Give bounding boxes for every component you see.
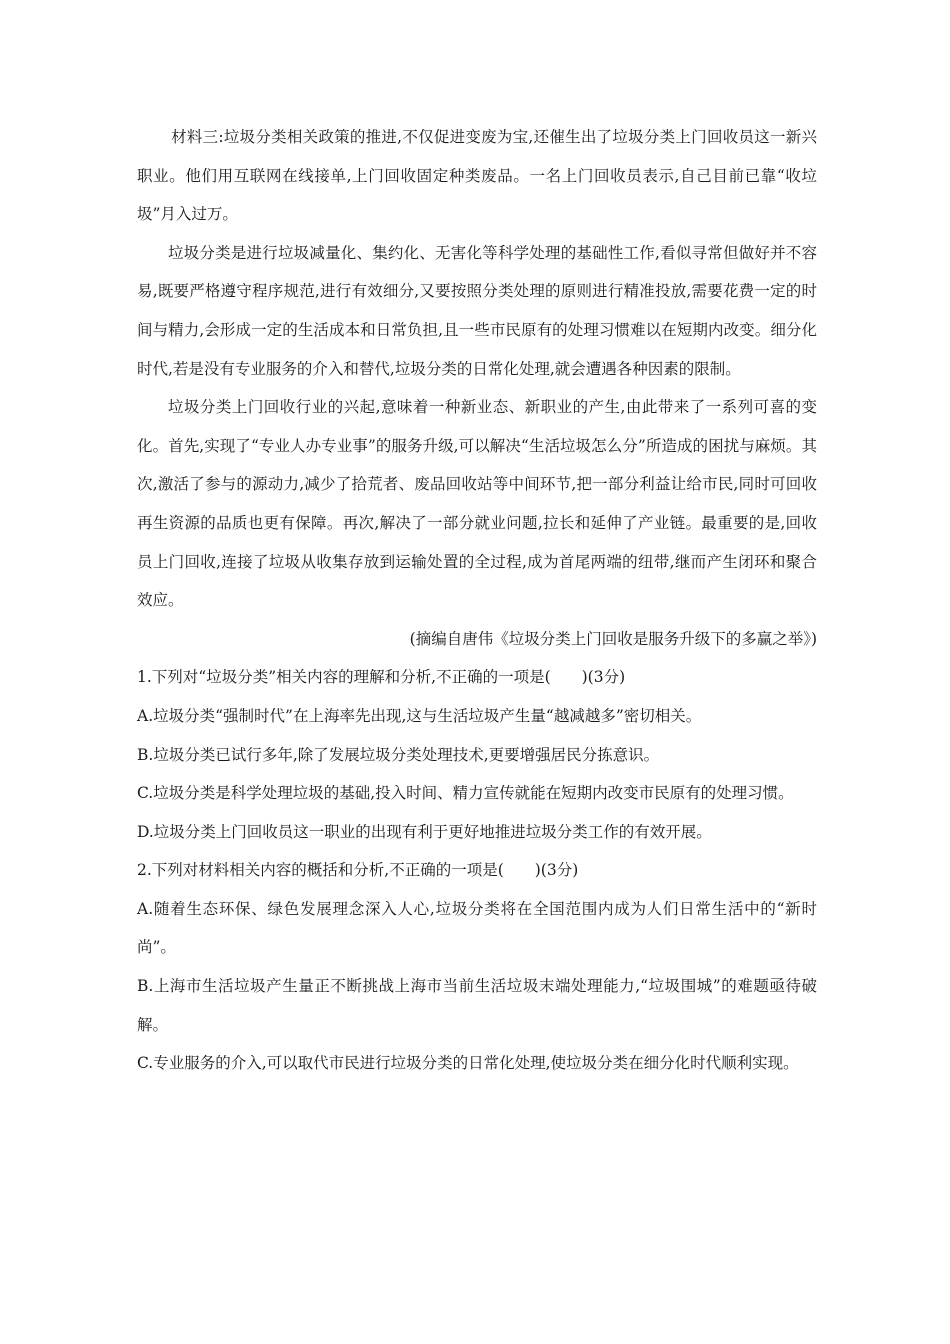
option-a: A.随着生态环保、绿色发展理念深入人心,垃圾分类将在全国范围内成为人们日常生活中的“新时尚”。: [137, 899, 817, 957]
question-stem: 1.下列对“垃圾分类”相关内容的理解和分析,不正确的一项是( )(3分): [137, 668, 626, 687]
option-b: B.垃圾分类已试行多年,除了发展垃圾分类处理技术,更要增强居民分拣意识。: [137, 745, 660, 764]
option-b: B.上海市生活垃圾产生量正不断挑战上海市当前生活垃圾末端处理能力,“垃圾围城”的难题亟待破解。: [137, 977, 817, 1034]
option-a: A.垃圾分类“强制时代”在上海率先出现,这与生活垃圾产生量“越减越多”密切相关。: [137, 706, 702, 725]
question-1: [137, 658, 817, 851]
source-citation: (摘编自唐伟《垃圾分类上门回收是服务升级下的多赢之举》): [409, 629, 817, 648]
option-c: C.垃圾分类是科学处理垃圾的基础,投入时间、精力宣传就能在短期内改变市民原有的处理习惯。: [137, 784, 794, 803]
material3-paragraph-1: 材料三:垃圾分类相关政策的推进,不仅促进变废为宝,还催生出了垃圾分类上门回收员这一新兴职业。他们用互联网在线接单,上门回收固定种类废品。一名上门回收员表示,自己目前已靠“收垃圾”月入过万。: [137, 128, 817, 224]
material3-paragraph-3: 垃圾分类上门回收行业的兴起,意味着一种新业态、新职业的产生,由此带来了一系列可喜的变化。首先,实现了“专业人办专业事”的服务升级,可以解决“生活垃圾怎么分”所造成的困扰与麻烦。其次,激活了参与的源动力,减少了拾荒者、废品回收站等中间环节,把一部分利益让给市民,同时可回收再生资源的品质也更有保障。再次,解决了一部分就业问题,拉长和延伸了产业链。最重要的是,回收员上门回收,连接了垃圾从收集存放到运输处置的全过程,成为首尾两端的纽带,继而产生闭环和聚合效应。: [137, 398, 817, 610]
option-c: C.专业服务的介入,可以取代市民进行垃圾分类的日常化处理,使垃圾分类在细分化时代顺利实现。: [137, 1054, 799, 1073]
material3-paragraph-2: 垃圾分类是进行垃圾减量化、集约化、无害化等科学处理的基础性工作,看似寻常但做好并不容易,既要严格遵守程序规范,进行有效细分,又要按照分类处理的原则进行精准投放,需要花费一定的时间与精力,会形成一定的生活成本和日常负担,且一些市民原有的处理习惯难以在短期内改变。细分化时代,若是没有专业服务的介入和替代,垃圾分类的日常化处理,就会遭遇各种因素的限制。: [137, 243, 817, 378]
question-2: [137, 851, 817, 1083]
option-d: D.垃圾分类上门回收员这一职业的出现有利于更好地推进垃圾分类工作的有效开展。: [137, 822, 712, 841]
question-stem: 2.下列对材料相关内容的概括和分析,不正确的一项是( )(3分): [137, 861, 579, 880]
document-page: [137, 118, 817, 1083]
